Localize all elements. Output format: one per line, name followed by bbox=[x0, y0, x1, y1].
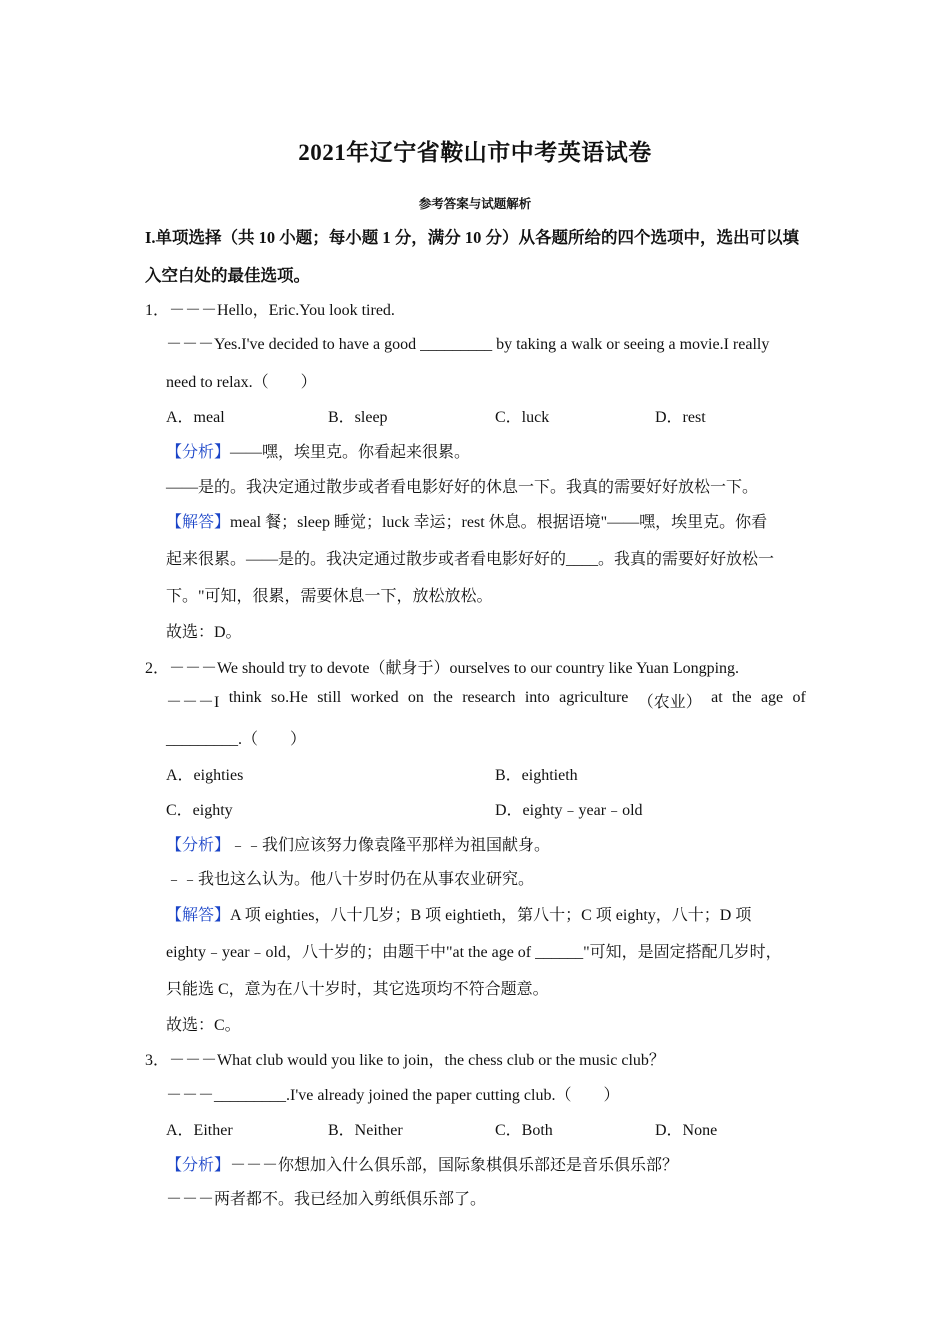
section-heading-line1: I.单项选择（共 10 小题；每小题 1 分，满分 10 分）从各题所给的四个选项中，选出可以填 bbox=[145, 228, 800, 247]
analysis-text: ——嘿，埃里克。你看起来很累。 bbox=[230, 444, 471, 461]
question-line: －－－Hello，Eric.You look tired. bbox=[169, 302, 395, 319]
word: research bbox=[462, 689, 516, 706]
analysis-tag: 【分析】 bbox=[166, 1157, 231, 1174]
question-number: 2． bbox=[145, 660, 170, 677]
analysis-1-line2: ——是的。我决定通过散步或者看电影好好的休息一下。我真的需要好好放松一下。 bbox=[166, 479, 759, 496]
analysis-text: ﹣﹣我们应该努力像袁隆平那样为祖国献身。 bbox=[230, 837, 551, 854]
answer-text: meal 餐；sleep 睡觉；luck 幸运；rest 休息。根据语境"——嘿，埃里克。你看 bbox=[230, 514, 768, 531]
choice-2: 故选：C。 bbox=[166, 1017, 241, 1034]
option-c: C．eighty bbox=[166, 802, 233, 819]
answer-1-line2: 起来很累。——是的。我决定通过散步或者看电影好好的____。我真的需要好好放松一 bbox=[166, 551, 775, 568]
analysis-3-line2: －－－两者都不。我已经加入剪纸俱乐部了。 bbox=[166, 1191, 487, 1208]
option-a: A．Either bbox=[166, 1122, 233, 1139]
word: still bbox=[317, 689, 342, 706]
word: the bbox=[433, 689, 453, 706]
question-line: －－－What club would you like to join，the chess club or the music club？ bbox=[169, 1052, 665, 1069]
answer-2-line3: 只能选 C，意为在八十岁时，其它选项均不符合题意。 bbox=[166, 981, 549, 998]
page-subtitle: 参考答案与试题解析 bbox=[418, 197, 532, 211]
option-d: D．eighty﹣year﹣old bbox=[495, 802, 643, 819]
section-heading-line2: 入空白处的最佳选项。 bbox=[145, 266, 310, 285]
word: at bbox=[711, 689, 723, 706]
answer-tag: 【解答】 bbox=[166, 514, 231, 531]
question-2-line2 bbox=[166, 689, 806, 712]
option-c: C．luck bbox=[495, 409, 550, 426]
answer-2 bbox=[166, 902, 751, 925]
page-title: 2021年辽宁省鞍山市中考英语试卷 bbox=[298, 140, 652, 165]
answer-tag: 【解答】 bbox=[166, 907, 231, 924]
question-1-line3: need to relax.（ ） bbox=[166, 374, 317, 391]
question-3-line2: －－－_________.I've already joined the paper cutting club.（ ） bbox=[166, 1087, 620, 1104]
option-d: D．None bbox=[655, 1122, 718, 1139]
analysis-2-line2: ﹣﹣我也这么认为。他八十岁时仍在从事农业研究。 bbox=[166, 871, 535, 888]
word: so.He bbox=[270, 689, 308, 706]
word: age bbox=[760, 689, 784, 706]
word: of bbox=[792, 689, 806, 706]
question-1-line2: －－－Yes.I've decided to have a good _________ by taking a walk or seeing a movie.I really bbox=[166, 336, 770, 353]
word: think bbox=[228, 689, 262, 706]
option-a: A．meal bbox=[166, 409, 225, 426]
question-2 bbox=[145, 655, 739, 678]
analysis-tag: 【分析】 bbox=[166, 444, 231, 461]
answer-1-line3: 下。"可知，很累，需要休息一下，放松放松。 bbox=[166, 588, 493, 605]
answer-text: A 项 eighties，八十几岁；B 项 eightieth，第八十；C 项 eighty，八十；D 项 bbox=[230, 907, 752, 924]
word: （农业） bbox=[637, 694, 702, 711]
analysis-text: －－－你想加入什么俱乐部，国际象棋俱乐部还是音乐俱乐部？ bbox=[230, 1157, 679, 1174]
analysis-3 bbox=[166, 1152, 678, 1175]
analysis-1 bbox=[166, 439, 470, 462]
answer-2-line2: eighty﹣year﹣old，八十岁的；由题干中"at the age of ______"可知，是固定搭配几岁时， bbox=[166, 944, 782, 961]
option-a: A．eighties bbox=[166, 767, 244, 784]
word: worked bbox=[350, 689, 399, 706]
question-line: －－－We should try to devote（献身于）ourselves to our country like Yuan Longping. bbox=[169, 660, 740, 677]
word: agriculture bbox=[559, 689, 629, 706]
word: －－－I bbox=[166, 694, 220, 711]
option-b: B．Neither bbox=[328, 1122, 403, 1139]
question-number: 1． bbox=[145, 302, 170, 319]
answer-1 bbox=[166, 509, 767, 532]
option-d: D．rest bbox=[655, 409, 706, 426]
question-number: 3． bbox=[145, 1052, 170, 1069]
question-3 bbox=[145, 1047, 665, 1070]
word: on bbox=[407, 689, 424, 706]
word: into bbox=[524, 689, 550, 706]
question-1 bbox=[145, 297, 395, 320]
option-c: C．Both bbox=[495, 1122, 553, 1139]
analysis-tag: 【分析】 bbox=[166, 837, 231, 854]
analysis-2 bbox=[166, 832, 550, 855]
option-b: B．sleep bbox=[328, 409, 388, 426]
choice-1: 故选：D。 bbox=[166, 624, 242, 641]
option-b: B．eightieth bbox=[495, 767, 578, 784]
question-2-line3: _________.（ ） bbox=[166, 731, 307, 748]
word: the bbox=[732, 689, 752, 706]
